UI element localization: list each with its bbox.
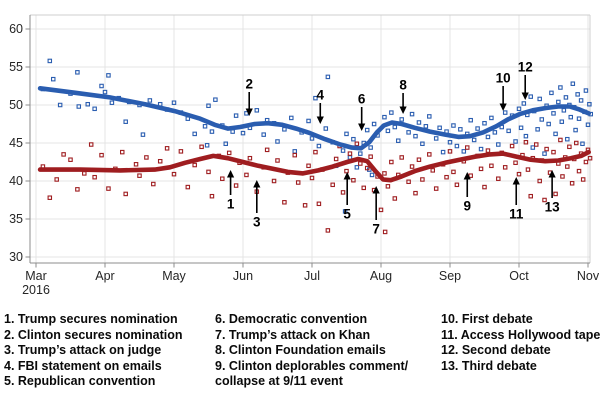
scatter-point [552, 150, 555, 153]
scatter-point [462, 150, 465, 153]
scatter-point [417, 121, 420, 124]
scatter-point [100, 84, 103, 87]
scatter-point [584, 160, 587, 163]
scatter-point [390, 160, 393, 163]
scatter-point [547, 122, 550, 125]
scatter-point [283, 128, 286, 131]
scatter-point [577, 117, 580, 120]
scatter-point [352, 138, 355, 141]
scatter-point [334, 157, 337, 160]
annotation-arrowhead [464, 172, 471, 180]
scatter-point [255, 109, 258, 112]
scatter-point [400, 156, 403, 159]
scatter-point [203, 125, 206, 128]
scatter-point [283, 201, 286, 204]
scatter-point [200, 145, 203, 148]
scatter-point [355, 142, 358, 145]
scatter-point [383, 172, 386, 175]
scatter-point [414, 191, 417, 194]
legend-item: 8. Clinton Foundation emails [215, 343, 386, 358]
annotation-number: 12 [517, 59, 533, 75]
legend-item: 9. Clinton deplorables comment/ [215, 358, 409, 373]
scatter-point [345, 132, 348, 135]
scatter-point [179, 150, 182, 153]
scatter-point [452, 124, 455, 127]
scatter-point [276, 140, 279, 143]
scatter-point [331, 183, 334, 186]
scatter-point [524, 134, 527, 137]
scatter-point [224, 142, 227, 145]
scatter-point [100, 153, 103, 156]
legend-item: 11. Access Hollywood tape [441, 327, 600, 342]
scatter-point [293, 150, 296, 153]
scatter-point [479, 147, 482, 150]
scatter-point [536, 128, 539, 131]
scatter-point [48, 196, 51, 199]
scatter-point [303, 204, 306, 207]
scatter-point [307, 119, 310, 122]
legend-item: 10. First debate [441, 312, 533, 326]
scatter-point [410, 112, 413, 115]
annotation-arrowhead [358, 124, 365, 132]
scatter-point [159, 160, 162, 163]
scatter-point [455, 183, 458, 186]
scatter-point [529, 195, 532, 198]
scatter-point [186, 185, 189, 188]
scatter-point [369, 146, 372, 149]
events-legend-column-1 [4, 312, 183, 390]
scatter-point [514, 161, 517, 164]
annotation-number: 9 [463, 198, 472, 214]
scatter-point [483, 185, 486, 188]
blue-line-trend [40, 88, 589, 148]
scatter-point [93, 176, 96, 179]
scatter-point [459, 128, 462, 131]
legend-item: 3. Trump’s attack on judge [4, 343, 162, 358]
scatter-point [48, 59, 51, 62]
annotation-arrowhead [522, 93, 529, 101]
annotation-number: 11 [509, 206, 524, 222]
scatter-point [326, 75, 329, 78]
scatter-point [559, 138, 562, 141]
x-tick-label: Aug [369, 269, 393, 283]
scatter-point [76, 188, 79, 191]
scatter-point [386, 129, 389, 132]
annotation-number: 13 [544, 199, 560, 215]
scatter-point [424, 125, 427, 128]
y-tick-label: 30 [9, 250, 23, 265]
annotation-number: 8 [399, 77, 407, 93]
scatter-point [531, 146, 534, 149]
scatter-point [207, 170, 210, 173]
blue-line [40, 88, 589, 148]
scatter-point [93, 107, 96, 110]
scatter-point [55, 178, 58, 181]
scatter-point [62, 153, 65, 156]
scatter-point [383, 230, 386, 233]
scatter-point [428, 153, 431, 156]
scatter-point [490, 116, 493, 119]
scatter-point [52, 77, 55, 80]
scatter-point [493, 131, 496, 134]
scatter-point [152, 182, 155, 185]
scatter-point [397, 139, 400, 142]
scatter-point [417, 158, 420, 161]
scatter-point [472, 138, 475, 141]
scatter-point [519, 126, 522, 129]
scatter-point [550, 91, 553, 94]
scatter-point [228, 151, 231, 154]
scatter-point [262, 133, 265, 136]
scatter-point [535, 143, 538, 146]
scatter-point [110, 101, 113, 104]
scatter-point [386, 185, 389, 188]
scatter-point [421, 178, 424, 181]
scatter-point [566, 165, 569, 168]
annotation-arrowhead [373, 186, 380, 194]
scatter-point [452, 170, 455, 173]
legend-item: 1. Trump secures nomination [4, 312, 178, 326]
scatter-point [476, 127, 479, 130]
scatter-point [497, 177, 500, 180]
scatter-point [581, 178, 584, 181]
scatter-point [504, 111, 507, 114]
scatter-point [581, 142, 584, 145]
scatter-point [326, 229, 329, 232]
scatter-point [438, 126, 441, 129]
y-tick-label: 45 [9, 136, 23, 151]
scatter-point [410, 165, 413, 168]
scatter-point [248, 157, 251, 160]
scatter-point [370, 173, 373, 176]
scatter-point [400, 118, 403, 121]
annotation-arrowhead [227, 170, 234, 178]
legend-item: 6. Democratic convention [215, 312, 368, 326]
scatter-point [407, 180, 410, 183]
scatter-point [486, 135, 489, 138]
scatter-point [124, 192, 127, 195]
scatter-point [221, 177, 224, 180]
scatter-point [568, 145, 571, 148]
scatter-point [543, 152, 546, 155]
scatter-point [324, 127, 327, 130]
scatter-point [483, 122, 486, 125]
scatter-point [540, 118, 543, 121]
scatter-point [554, 192, 557, 195]
scatter-point [435, 137, 438, 140]
scatter-point [571, 82, 574, 85]
scatter-point [383, 115, 386, 118]
scatter-point [577, 169, 580, 172]
y-tick-label: 40 [9, 174, 23, 189]
scatter-point [193, 163, 196, 166]
scatter-point [560, 120, 563, 123]
scatter-point [390, 111, 393, 114]
scatter-point [90, 143, 93, 146]
scatter-point [510, 144, 513, 147]
scatter-point [138, 174, 141, 177]
events-legend-column-2 [215, 312, 408, 390]
annotation-arrowhead [317, 117, 324, 125]
scatter-point [107, 74, 110, 77]
scatter-point [293, 153, 296, 156]
scatter-point [554, 132, 557, 135]
scatter-point [445, 176, 448, 179]
scatter-point [141, 133, 144, 136]
scatter-point [83, 172, 86, 175]
scatter-point [369, 155, 372, 158]
scatter-point [588, 103, 591, 106]
scatter-point [524, 141, 527, 144]
scatter-point [552, 112, 555, 115]
annotation-number: 7 [372, 221, 380, 237]
scatter-point [584, 89, 587, 92]
scatter-point [245, 173, 248, 176]
scatter-point [435, 187, 438, 190]
scatter-point [564, 96, 567, 99]
scatter-point [76, 71, 79, 74]
scatter-point [348, 152, 351, 155]
scatter-point [522, 102, 525, 105]
scatter-point [561, 175, 564, 178]
scatter-point [466, 146, 469, 149]
scatter-point [362, 186, 365, 189]
annotation-number: 5 [343, 206, 351, 222]
scatter-point [545, 147, 548, 150]
scatter-point [579, 99, 582, 102]
scatter-point [214, 98, 217, 101]
x-tick-label: Jul [304, 269, 320, 283]
x-tick-label: Apr [95, 269, 115, 283]
scatter-point [431, 169, 434, 172]
scatter-point [514, 140, 517, 143]
scatter-point [107, 187, 110, 190]
scatter-point [574, 128, 577, 131]
x-tick-label: May [162, 269, 186, 283]
scatter-point [570, 182, 573, 185]
scatter-point [297, 181, 300, 184]
scatter-point [526, 168, 529, 171]
scatter-point [421, 142, 424, 145]
scatter-point [366, 128, 369, 131]
legend-item: 2. Clinton secures nomination [4, 327, 183, 342]
x-tick-label: Nov [576, 269, 600, 283]
annotation-number: 1 [226, 196, 235, 212]
x-tick-label: Oct [509, 269, 529, 283]
annotation-number: 10 [495, 70, 511, 86]
scatter-point [414, 134, 417, 137]
scatter-point [207, 104, 210, 107]
scatter-point [566, 138, 569, 141]
legend-item: 13. Third debate [441, 358, 537, 373]
scatter-point [234, 114, 237, 117]
scatter-point [193, 132, 196, 135]
scatter-point [210, 195, 213, 198]
scatter-point [145, 156, 148, 159]
scatter-point [393, 197, 396, 200]
scatter-point [86, 103, 89, 106]
annotation-number: 4 [316, 87, 325, 103]
scatter-point [393, 125, 396, 128]
scatter-point [455, 144, 458, 147]
scatter-point [557, 100, 560, 103]
events-legend-column-3 [441, 312, 600, 374]
scatter-point [148, 99, 151, 102]
y-tick-label: 60 [9, 22, 23, 37]
x-tick-label: Jun [232, 269, 254, 283]
scatter-point [314, 150, 317, 153]
scatter-point [529, 95, 532, 98]
scatter-point [486, 149, 489, 152]
scatter-point [352, 179, 355, 182]
scatter-point [359, 152, 362, 155]
scatter-point [562, 109, 565, 112]
scatter-point [307, 164, 310, 167]
scatter-point [569, 115, 572, 118]
legend-item: 5. Republican convention [4, 374, 156, 389]
x-tick-label: Mar [25, 269, 47, 283]
scatter-point [490, 164, 493, 167]
scatter-point [428, 115, 431, 118]
scatter-point [507, 129, 510, 132]
scatter-point [469, 119, 472, 122]
scatter-point [276, 159, 279, 162]
annotation-arrowhead [500, 104, 507, 112]
scatter-point [77, 105, 80, 108]
scatter-point [341, 191, 344, 194]
scatter-point [497, 143, 500, 146]
legend-item-wrap: collapse at 9/11 event [215, 374, 343, 389]
x-tick-label: Sep [438, 269, 462, 283]
scatter-point [317, 202, 320, 205]
scatter-point [234, 184, 237, 187]
legend-item: 7. Trump’s attack on Khan [215, 327, 371, 342]
scatter-point [479, 167, 482, 170]
scatter-point [290, 116, 293, 119]
y-tick-label: 55 [9, 60, 23, 75]
scatter-point [124, 120, 127, 123]
scatter-point [205, 144, 208, 147]
scatter-point [210, 130, 213, 133]
scatter-point [441, 150, 444, 153]
scatter-point [121, 150, 124, 153]
scatter-point [359, 162, 362, 165]
y-tick-label: 50 [9, 98, 23, 113]
scatter-point [165, 147, 168, 150]
scatter-point [265, 148, 268, 151]
legend-item: 12. Second debate [441, 343, 551, 358]
x-axis-year-label: 2016 [22, 283, 50, 297]
legend-item: 4. FBI statement on emails [4, 358, 162, 373]
y-tick-label: 35 [9, 212, 23, 227]
scatter-point [576, 93, 579, 96]
scatter-point [538, 97, 541, 100]
scatter-point [355, 166, 358, 169]
scatter-point [372, 122, 375, 125]
scatter-point [134, 163, 137, 166]
annotation-number: 2 [245, 76, 253, 92]
scatter-point [407, 131, 410, 134]
scatter-point [504, 166, 507, 169]
axis-ticks-and-labels [9, 22, 600, 297]
annotation-arrowhead [399, 107, 406, 115]
scatter-point [341, 149, 344, 152]
scatter-point [345, 169, 348, 172]
annotation-number: 3 [253, 214, 261, 230]
scatter-point [559, 86, 562, 89]
scatter-point [317, 144, 320, 147]
scatter-point [69, 158, 72, 161]
annotation-number: 6 [357, 91, 366, 107]
